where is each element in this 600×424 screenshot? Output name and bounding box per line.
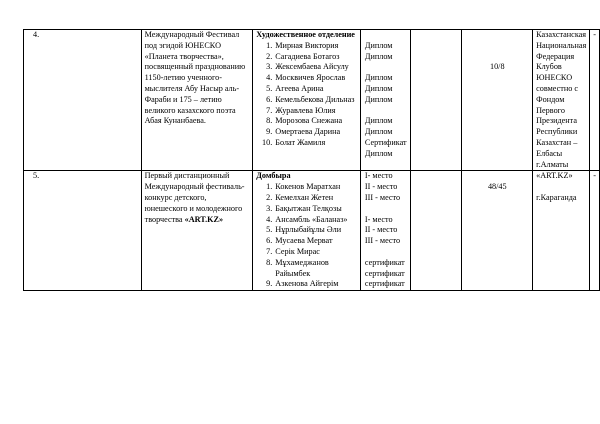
award-item: I- место (364, 214, 393, 224)
participant-number: 10. (262, 137, 273, 147)
participant-number: 5. (266, 225, 273, 235)
organizer-name: «ART.KZ» (536, 171, 573, 181)
award-item: Диплом (364, 73, 393, 83)
participant-item (256, 193, 357, 204)
award-item: Диплом (364, 116, 393, 126)
award-item: III - место (364, 192, 401, 202)
award-item: Диплом (364, 51, 393, 61)
participant-number: 6. (266, 236, 273, 246)
organizer-cell: Казахстанская Национальная Федерация Клубов ЮНЕСКО совместно с Фондом Первого Президента Республики Казахстан –Елбасы г.Алматы (533, 30, 590, 171)
participant-number: 1. (266, 182, 273, 192)
participant-name: Ансамбль «Баланаз» (275, 214, 348, 224)
results-table (23, 29, 600, 291)
participant-item (256, 106, 357, 117)
participant-list (256, 41, 357, 149)
participant-name: Жексембаева Айсулу (275, 62, 349, 72)
participant-list (256, 182, 357, 290)
participant-number: 6. (266, 94, 273, 104)
organizer-city: г.Караганда (536, 192, 577, 202)
participant-number: 3. (266, 62, 273, 72)
row-number: 4. (24, 30, 142, 171)
participant-item (256, 279, 357, 290)
participant-number: 5. (266, 83, 273, 93)
participant-number: 2. (266, 51, 273, 61)
participant-item (256, 95, 357, 106)
award-item: сертификат (364, 268, 405, 278)
award-item: Диплом (364, 94, 393, 104)
award-item (365, 62, 407, 73)
participant-name: Кокенов Маратхан (275, 182, 341, 192)
event-cell (141, 171, 253, 291)
table-row (24, 30, 600, 171)
event-name: Первый дистанционный Международный фестиваль-конкурс детского, юнешеского и молодежного творчества (144, 171, 245, 224)
award-item: Диплом (364, 127, 393, 137)
participant-number: 2. (266, 192, 273, 202)
table-row (24, 171, 600, 291)
participant-name: Болат Жамиля (275, 137, 326, 147)
award-item: I- место (364, 171, 393, 181)
score-cell (462, 171, 533, 291)
participant-number: 4. (266, 214, 273, 224)
participant-name: Мирная Виктория (275, 40, 339, 50)
participant-number: 4. (266, 73, 273, 83)
participant-item (256, 127, 357, 138)
award-item (365, 204, 407, 215)
participant-item (256, 41, 357, 52)
participant-item (256, 138, 357, 149)
participant-item (256, 215, 357, 226)
participant-name: Омертаева Дарина (275, 127, 341, 137)
score-value: 48/45 (487, 182, 507, 192)
participant-name: Агеева Арина (275, 83, 324, 93)
participant-name: Кемелхан Жетен (275, 192, 334, 202)
participant-item (256, 52, 357, 63)
participant-number: 9. (266, 127, 273, 137)
score-value: 10/8 (489, 62, 505, 72)
participant-name: Бақытжан Телқозы (275, 203, 342, 213)
awards-cell (360, 30, 410, 171)
participant-number: 1. (266, 40, 273, 50)
note-cell: - (590, 30, 600, 171)
participant-item (256, 116, 357, 127)
award-item: II - место (364, 182, 398, 192)
participant-name: Нұрлыбайұлы Әли (275, 225, 342, 235)
participant-number: 8. (266, 116, 273, 126)
category-title: Домбыра (256, 171, 291, 181)
awards-cell (360, 171, 410, 291)
award-item: III - место (364, 236, 401, 246)
participant-item (256, 247, 357, 258)
note-cell: - (590, 171, 600, 291)
participant-name: Мусаева Мерват (275, 236, 333, 246)
participant-item (256, 236, 357, 247)
participant-item (256, 182, 357, 193)
participant-number: 8. (266, 257, 273, 267)
participant-name: Журавлева Юлия (275, 105, 336, 115)
participant-name: Морозова Снежана (275, 116, 343, 126)
participant-number: 7. (266, 246, 273, 256)
award-item (365, 247, 407, 258)
participant-name: Москвичев Ярослав (275, 73, 346, 83)
award-item: сертификат (364, 257, 405, 267)
participant-name: Мұхамеджанов Райымбек (275, 257, 329, 278)
award-item (365, 30, 407, 41)
participant-name: Серік Мирас (275, 246, 320, 256)
participant-item (256, 73, 357, 84)
participants-cell (253, 171, 361, 291)
event-name: Международный Фестивал под эгидой ЮНЕСКО «Планета творчества», посвященный празднованию 1150-летию ученного- мыслителя Абу Насыр аль- Фараби и 175 – летию великого казахского поэта Абая Кунанбаева. (144, 30, 246, 126)
event-cell (141, 30, 253, 171)
category-title: Художественное отделение (256, 30, 355, 39)
participant-name: Кемельбекова Дильназ (275, 94, 355, 104)
participant-item (256, 62, 357, 73)
score-cell (462, 30, 533, 171)
participant-name: Сагадиева Ботагоз (275, 51, 340, 61)
award-item: Диплом (364, 148, 393, 158)
award-item: сертификат (364, 279, 405, 289)
award-item (365, 106, 407, 117)
participant-item (256, 204, 357, 215)
award-item: Диплом (364, 83, 393, 93)
participant-number: 9. (266, 279, 273, 289)
award-item: Сертификат (364, 137, 407, 147)
award-item: II - место (364, 225, 398, 235)
row-number: 5. (24, 171, 142, 291)
organizer-cell (533, 171, 590, 291)
participant-item (256, 258, 357, 280)
participant-number: 7. (266, 105, 273, 115)
event-brand: «ART.KZ» (184, 214, 224, 224)
participants-cell (253, 30, 361, 171)
participant-name: Азкенова Айгерім (275, 279, 339, 289)
participant-item (256, 84, 357, 95)
participant-item (256, 225, 357, 236)
award-item: Диплом (364, 40, 393, 50)
participant-number: 3. (266, 203, 273, 213)
